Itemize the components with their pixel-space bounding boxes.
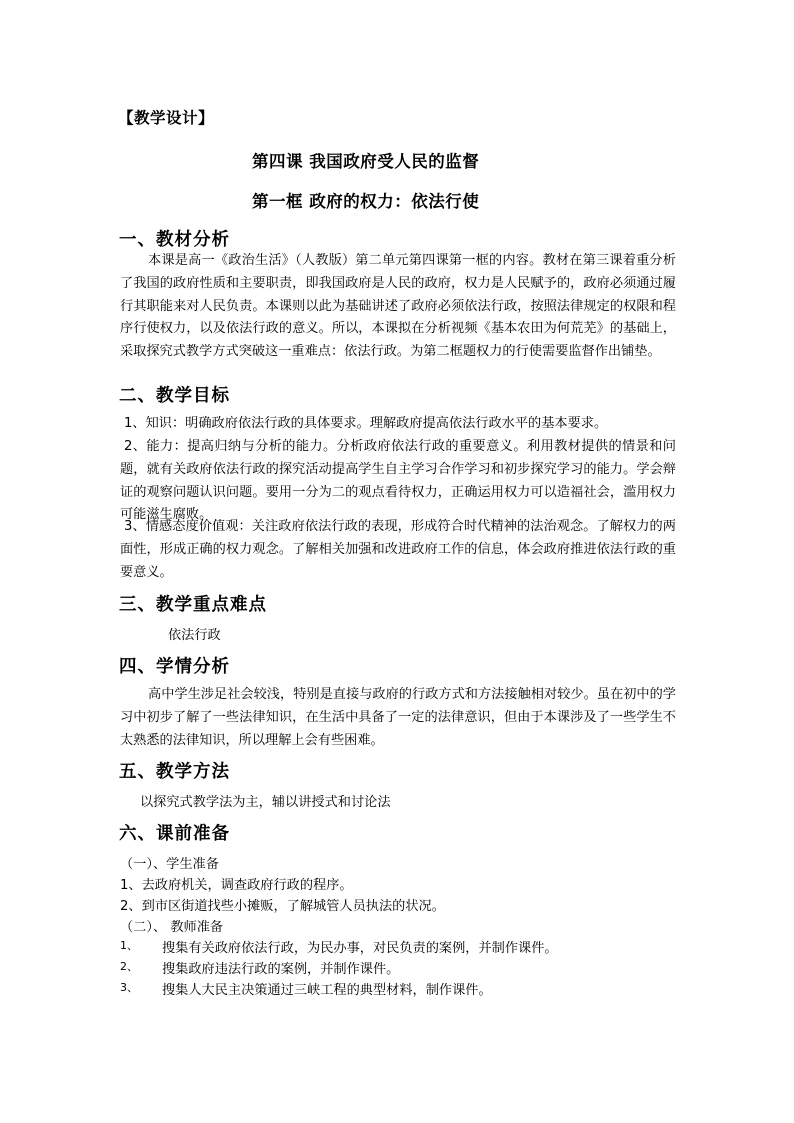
frame-title: 第一框 政府的权力：依法行使 (252, 192, 480, 211)
teacher-prep-item-number: 3、 (120, 981, 138, 994)
teacher-prep-item-number: 1、 (120, 939, 138, 952)
section-heading-textbook-analysis: 一、教材分析 (119, 230, 230, 250)
student-prep-heading: （一）、学生准备 (120, 857, 219, 872)
section-heading-preparation: 六、课前准备 (119, 824, 230, 844)
teacher-prep-item-text: 搜集有关政府依法行政，为民办事，对民负责的案例，并制作课件。 (162, 941, 558, 956)
teacher-prep-item-number: 2、 (120, 960, 138, 973)
goal-item-ability: 2、能力：提高归纳与分析的能力。分析政府依法行政的重要意义。利用教材提供的情景和问题，就有关政府依法行政的探究活动提高学生自主学习合作学习和初步探究学习的能力。学会辩证的观察问题认识问题。要用一分为二的观点看待权力，正确运用权力可以造福社会，滥用权力可能滋生腐败。 (120, 439, 676, 523)
section-heading-student-analysis: 四、学情分析 (119, 657, 230, 677)
document-label: 【教学设计】 (118, 109, 215, 127)
section-heading-teaching-methods: 五、教学方法 (119, 762, 230, 782)
lesson-title: 第四课 我国政府受人民的监督 (252, 152, 480, 171)
student-analysis-paragraph: 高中学生涉足社会较浅，特别是直接与政府的行政方式和方法接触相对较少。虽在初中的学习中初步了解了一些法律知识，在生活中具备了一定的法律意识，但由于本课涉及了一些学生不太熟悉的法律知识，所以理解上会有些困难。 (120, 687, 676, 748)
teaching-methods-text: 以探究式教学法为主，辅以讲授式和讨论法 (140, 795, 391, 810)
goal-item-knowledge: 1、知识：明确政府依法行政的具体要求。理解政府提高依法行政水平的基本要求。 (124, 416, 608, 431)
teacher-prep-heading: （二）、 教师准备 (120, 920, 224, 935)
student-prep-item: 1、去政府机关，调查政府行政的程序。 (120, 878, 353, 893)
goal-item-emotion: 3、情感态度价值观：关注政府依法行政的表现，形成符合时代精神的法治观念。了解权力的两面性，形成正确的权力观念。了解相关加强和改进政府工作的信息，体会政府推进依法行政的重要意义。 (120, 519, 676, 580)
textbook-analysis-paragraph: 本课是高一《政治生活》（人教版）第二单元第四课第一框的内容。教材在第三课着重分析了我国的政府性质和主要职责，即我国政府是人民的政府，权力是人民赋予的，政府必须通过履行其职能来对人民负责。本课则以此为基础讲述了政府必须依法行政，按照法律规定的权限和程序行使权力，以及依法行政的意义。所以，本课拟在分析视频《基本农田为何荒芜》的基础上，采取探究式教学方式突破这一重难点：依法行政。为第二框题权力的行使需要监督作出铺垫。 (120, 253, 676, 360)
section-heading-key-points: 三、教学重点难点 (119, 595, 267, 615)
key-points-text: 依法行政 (168, 628, 221, 643)
student-prep-item: 2、到市区街道找些小摊贩，了解城管人员执法的状况。 (120, 899, 445, 914)
teacher-prep-item-text: 搜集政府违法行政的案例，并制作课件。 (162, 962, 400, 977)
teacher-prep-item-text: 搜集人大民主决策通过三峡工程的典型材料，制作课件。 (162, 983, 492, 998)
section-heading-teaching-goals: 二、教学目标 (119, 386, 230, 406)
